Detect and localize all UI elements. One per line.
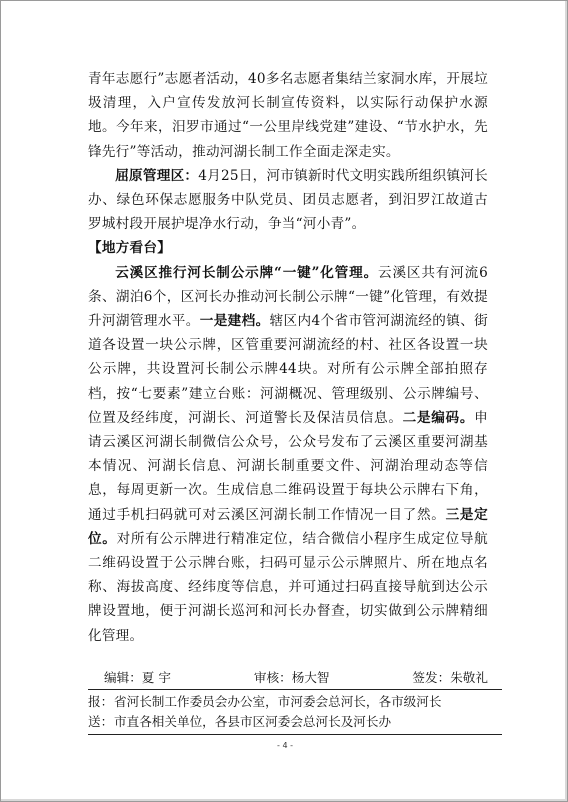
footer-bottom-divider [88, 734, 502, 735]
paragraph-lead: 云溪区推行河长制公示牌“一键”化管理。 [115, 264, 379, 281]
paragraph-yunxi [88, 261, 488, 648]
page-number: - 4 - [277, 741, 293, 750]
section-title: 【地方看台】 [88, 240, 172, 257]
paragraph-text: 云溪区共有河流6条、湖泊6个，区河长办推动河长制公示牌“一键”化管理，有效提升河湖管理水平。 [88, 264, 488, 330]
point-lead: 一是建档。 [199, 313, 270, 330]
paragraph-continuation: 青年志愿行”志愿者活动，40多名志愿者集结兰家洞水库，开展垃圾清理，入户宣传发放河长制宣传资料，以实际行动保护水源地。今年来，汨罗市通过“一公里岸线党建”建设、“节水护水，先锋先行”等活动，推动河湖长制工作全面走深走实。 [88, 71, 488, 160]
issuer-label: 签发：朱敬礼 [412, 670, 488, 685]
paragraph-quyuan [88, 164, 488, 237]
send-key: 送： [88, 714, 114, 729]
report-recipients: 省河长制工作委员会办公室，市河委会总河长，各市级河长 [114, 694, 442, 709]
paragraph-text: 4月25日，河市镇新时代文明实践所组织镇河长办、绿色环保志愿服务中队党员、团员志愿者，到汨罗江故道古罗城村段开展护堤净水行动，争当“河小青”。 [88, 167, 489, 233]
point-text: 对所有公示牌进行精准定位，结合微信小程序生成定位导航二维码设置于公示牌台账，扫码可显示公示牌照片、所在地点名称、海拔高度、经纬度等信息，并可通过扫码直接导航到达公示牌设置地，便于河湖长巡河和河长办督查，切实做到公示牌精细化管理。 [88, 530, 489, 644]
article-body [88, 67, 488, 648]
signature-row [88, 667, 502, 689]
send-recipients: 市直各相关单位，各县市区河委会总河长及河长办 [114, 714, 392, 729]
point-text: 申请云溪区河湖长制微信公众号，公众号发布了云溪区重要河湖基本情况、河湖长信息、河湖长制重要文件、河湖治理动态等信息，每周更新一次。生成信息二维码设置于每块公示牌右下角，通过手机扫码就可对云溪区河湖长制工作情况一目了然。 [88, 409, 489, 523]
point-lead: 三是定位。 [88, 506, 489, 547]
report-key: 报： [88, 694, 114, 709]
reviewer-label: 审核：杨大智 [253, 670, 330, 685]
point-text: 辖区内4个省市管河湖流经的镇、街道各设置一块公示牌，区管重要河湖流经的村、社区各设置一块公示牌，共设置河长制公示牌44块。对所有公示牌全部拍照存档，按“七要素”建立台账：河湖概况、管理级别、公示牌编号、位置及经纬度，河湖长、河道警长及保洁员信息。 [88, 313, 489, 426]
document-footer [88, 667, 502, 735]
report-row [88, 692, 502, 712]
point-lead: 二是编码。 [402, 409, 475, 426]
editor-label: 编辑：夏 宇 [104, 670, 171, 685]
distribution-list [88, 690, 502, 732]
send-row [88, 712, 502, 732]
paragraph-lead: 屈原管理区： [115, 167, 199, 184]
